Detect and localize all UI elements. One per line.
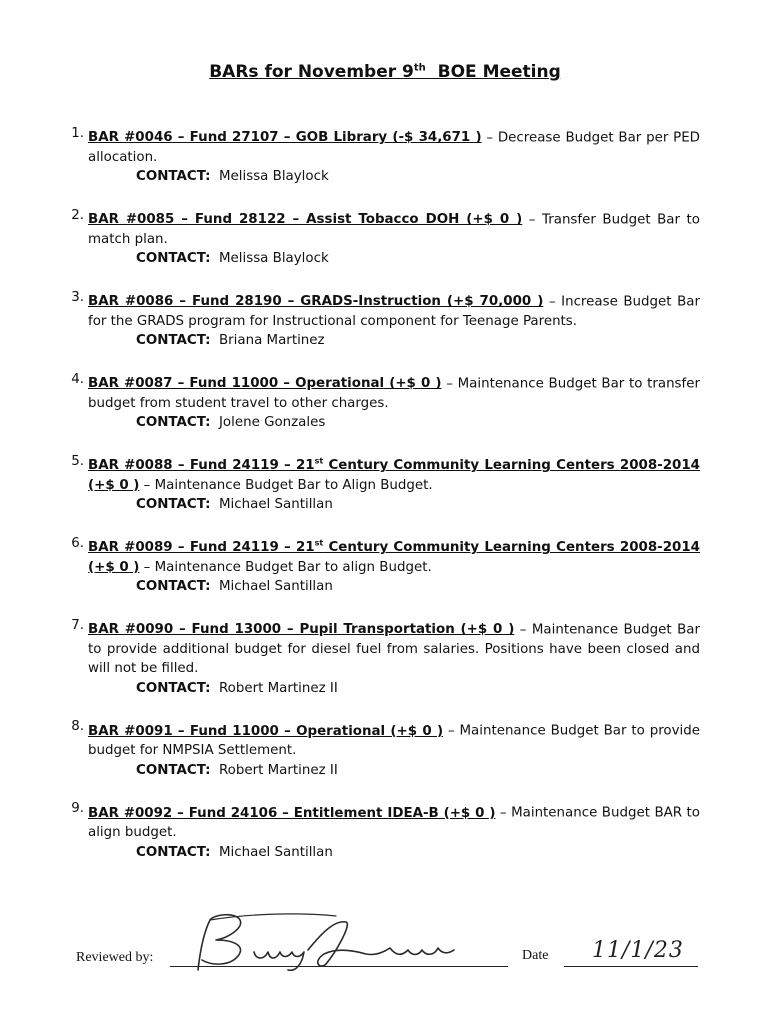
item-number: 7. bbox=[71, 617, 84, 633]
bar-description: – Increase Budget Bar for the GRADS program for Instructional component for Teenage Parents. bbox=[88, 294, 700, 329]
contact-line bbox=[136, 413, 700, 433]
contact-line bbox=[136, 495, 700, 515]
bar-description: – Transfer Budget Bar to match plan. bbox=[88, 212, 700, 247]
item-text bbox=[88, 452, 700, 495]
contact-label: CONTACT: bbox=[136, 762, 211, 778]
item-number: 9. bbox=[71, 801, 84, 817]
item-number: 3. bbox=[71, 289, 84, 305]
item-number: 2. bbox=[71, 207, 84, 223]
contact-label: CONTACT: bbox=[136, 169, 211, 185]
item-number: 4. bbox=[71, 371, 84, 387]
item-text bbox=[88, 616, 700, 679]
item-text bbox=[88, 370, 700, 413]
contact-line bbox=[136, 331, 700, 351]
bar-description: – Maintenance Budget Bar to align Budget. bbox=[139, 559, 432, 575]
contact-name: Michael Santillan bbox=[218, 579, 333, 595]
bar-title: BAR #0087 – Fund 11000 – Operational (+$ 0 ) bbox=[88, 376, 442, 392]
contact-label: CONTACT: bbox=[136, 844, 211, 860]
contact-label: CONTACT: bbox=[136, 251, 211, 267]
contact-line bbox=[136, 843, 700, 863]
bar-title: BAR #0046 – Fund 27107 – GOB Library (-$ 34,671 ) bbox=[88, 130, 482, 146]
bar-title: BAR #0092 – Fund 24106 – Entitlement IDEA-B (+$ 0 ) bbox=[88, 805, 496, 821]
list-item bbox=[71, 717, 700, 780]
list-item bbox=[71, 124, 700, 187]
bar-title: BAR #0085 – Fund 28122 – Assist Tobacco DOH (+$ 0 ) bbox=[88, 212, 523, 228]
bar-title: BAR #0090 – Fund 13000 – Pupil Transportation (+$ 0 ) bbox=[88, 622, 515, 638]
contact-line bbox=[136, 577, 700, 597]
contact-label: CONTACT: bbox=[136, 579, 211, 595]
bar-description: – Maintenance Budget BAR to align budget. bbox=[88, 805, 701, 841]
contact-name: Robert Martinez II bbox=[218, 762, 338, 778]
bar-title: BAR #0091 – Fund 11000 – Operational (+$ 0 ) bbox=[88, 723, 444, 739]
item-text bbox=[88, 288, 700, 331]
contact-line bbox=[136, 679, 700, 699]
contact-name: Melissa Blaylock bbox=[218, 251, 329, 267]
contact-name: Melissa Blaylock bbox=[218, 169, 329, 185]
page-title: BARs for November 9th BOE Meeting bbox=[209, 62, 561, 82]
date-label: Date bbox=[522, 948, 549, 963]
item-number: 5. bbox=[71, 453, 84, 469]
list-item bbox=[71, 452, 700, 515]
item-text bbox=[88, 124, 700, 167]
contact-label: CONTACT: bbox=[136, 680, 211, 696]
contact-name: Jolene Gonzales bbox=[218, 415, 326, 431]
reviewed-by-label: Reviewed by: bbox=[76, 950, 154, 965]
bar-description: – Maintenance Budget Bar to Align Budget. bbox=[139, 477, 433, 493]
date-line bbox=[564, 966, 698, 967]
contact-name: Michael Santillan bbox=[218, 497, 333, 513]
contact-name: Michael Santillan bbox=[218, 844, 333, 860]
bar-list bbox=[71, 124, 701, 881]
contact-line bbox=[136, 249, 700, 269]
bar-title: BAR #0089 – Fund 24119 – 21st Century Community Learning Centers 2008-2014 (+$ 0 ) bbox=[88, 538, 700, 575]
contact-name: Briana Martinez bbox=[218, 333, 325, 349]
list-item bbox=[71, 370, 700, 433]
bar-title: BAR #0088 – Fund 24119 – 21st Century Community Learning Centers 2008-2014 (+$ 0 ) bbox=[88, 456, 700, 493]
item-number: 8. bbox=[71, 719, 84, 735]
contact-label: CONTACT: bbox=[136, 333, 211, 349]
list-item bbox=[71, 206, 700, 269]
list-item bbox=[71, 616, 700, 698]
list-item bbox=[71, 799, 701, 862]
list-item bbox=[71, 534, 700, 597]
item-text bbox=[88, 799, 700, 842]
contact-name: Robert Martinez II bbox=[218, 680, 338, 696]
item-text bbox=[88, 206, 700, 249]
contact-line bbox=[136, 167, 700, 187]
date-value: 11/1/23 bbox=[592, 938, 684, 963]
bar-description: – Maintenance Budget Bar to provide additional budget for diesel fuel from salaries. Positions have been closed and will not be filled. bbox=[88, 622, 700, 677]
bar-description: – Maintenance Budget Bar to transfer budget from student travel to other charges. bbox=[88, 376, 700, 411]
signature-image bbox=[176, 912, 506, 974]
item-number: 1. bbox=[71, 126, 84, 141]
item-text bbox=[88, 534, 700, 577]
review-footer bbox=[76, 940, 706, 980]
item-number: 6. bbox=[71, 535, 84, 551]
bar-title: BAR #0086 – Fund 28190 – GRADS-Instruction (+$ 70,000 ) bbox=[88, 294, 544, 310]
contact-label: CONTACT: bbox=[136, 415, 211, 431]
contact-label: CONTACT: bbox=[136, 497, 211, 513]
contact-line bbox=[136, 761, 700, 781]
list-item bbox=[71, 288, 700, 351]
bar-description: – Decrease Budget Bar per PED allocation. bbox=[88, 130, 700, 165]
bar-description: – Maintenance Budget Bar to provide budget for NMPSIA Settlement. bbox=[88, 723, 700, 759]
item-text bbox=[88, 717, 700, 760]
